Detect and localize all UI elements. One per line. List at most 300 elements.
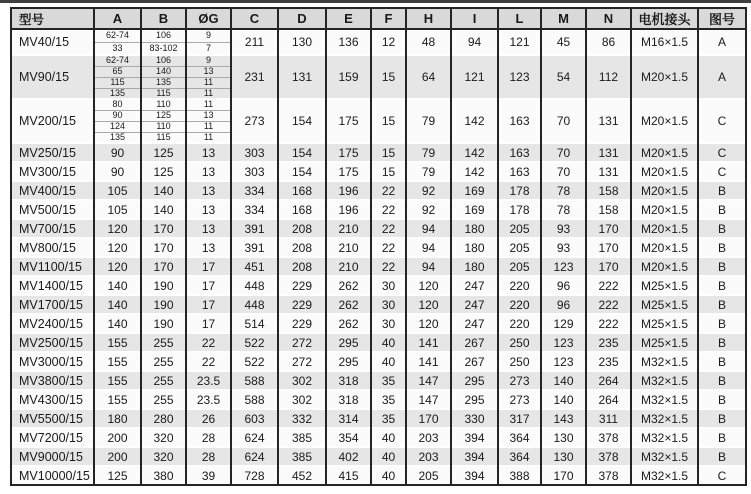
value-cell: 210 (326, 257, 371, 276)
sub-value-cell: 115 (94, 77, 141, 88)
table-row (11, 352, 746, 371)
value-cell: 522 (231, 352, 278, 371)
value-cell: 22 (371, 181, 406, 200)
value-cell: 378 (586, 466, 631, 485)
value-cell: 208 (278, 219, 326, 238)
value-cell: 120 (94, 257, 141, 276)
value-cell: 131 (586, 162, 631, 181)
value-cell: 318 (326, 390, 371, 409)
model-cell: MV400/15 (11, 181, 94, 200)
sub-value-cell: 83-102 (141, 42, 186, 55)
value-cell: 90 (94, 162, 141, 181)
value-cell: B (698, 390, 746, 409)
value-cell: 170 (141, 219, 186, 238)
value-cell: 78 (541, 200, 586, 219)
table-row (11, 295, 746, 314)
value-cell: 86 (586, 29, 631, 55)
value-cell: 105 (94, 200, 141, 219)
value-cell: 125 (141, 143, 186, 162)
sub-value-cell: 11 (186, 132, 231, 143)
value-cell: 394 (451, 447, 498, 466)
value-cell: 142 (451, 162, 498, 181)
value-cell: 229 (278, 276, 326, 295)
model-cell: MV4300/15 (11, 390, 94, 409)
value-cell: 54 (541, 55, 586, 99)
value-cell: M32×1.5 (631, 409, 698, 428)
model-cell: MV1700/15 (11, 295, 94, 314)
page-top-edge (0, 0, 751, 3)
value-cell: 205 (498, 238, 541, 257)
value-cell: 79 (406, 99, 451, 143)
value-cell: 93 (541, 219, 586, 238)
value-cell: B (698, 333, 746, 352)
value-cell: 136 (326, 29, 371, 55)
value-cell: B (698, 447, 746, 466)
value-cell: 94 (406, 238, 451, 257)
value-cell: 170 (586, 219, 631, 238)
model-cell: MV800/15 (11, 238, 94, 257)
value-cell: 140 (141, 200, 186, 219)
value-cell: 295 (451, 371, 498, 390)
value-cell: M25×1.5 (631, 295, 698, 314)
value-cell: 255 (141, 390, 186, 409)
value-cell: 302 (278, 390, 326, 409)
sub-value-cell: 115 (141, 132, 186, 143)
value-cell: 40 (371, 447, 406, 466)
value-cell: 295 (451, 390, 498, 409)
value-cell: 13 (186, 162, 231, 181)
value-cell: 264 (586, 390, 631, 409)
value-cell: 22 (371, 257, 406, 276)
model-cell: MV250/15 (11, 143, 94, 162)
table-row (11, 371, 746, 390)
value-cell: 30 (371, 276, 406, 295)
value-cell: M20×1.5 (631, 143, 698, 162)
value-cell: 175 (326, 162, 371, 181)
value-cell: 190 (141, 314, 186, 333)
value-cell: 229 (278, 314, 326, 333)
table-row (11, 143, 746, 162)
table-row (11, 257, 746, 276)
value-cell: 35 (371, 371, 406, 390)
value-cell: 147 (406, 371, 451, 390)
value-cell: 235 (586, 352, 631, 371)
table-body (11, 29, 746, 485)
value-cell: 170 (586, 238, 631, 257)
model-cell: MV300/15 (11, 162, 94, 181)
value-cell: 330 (451, 409, 498, 428)
value-cell: 141 (406, 352, 451, 371)
value-cell: 378 (586, 428, 631, 447)
value-cell: 154 (278, 162, 326, 181)
value-cell: 142 (451, 143, 498, 162)
value-cell: 17 (186, 314, 231, 333)
value-cell: 131 (586, 99, 631, 143)
value-cell: 78 (541, 181, 586, 200)
value-cell: 13 (186, 143, 231, 162)
value-cell: M20×1.5 (631, 238, 698, 257)
value-cell: B (698, 238, 746, 257)
value-cell: 514 (231, 314, 278, 333)
value-cell: 229 (278, 295, 326, 314)
sub-value-cell: 135 (94, 132, 141, 143)
value-cell: 39 (186, 466, 231, 485)
value-cell: B (698, 371, 746, 390)
value-cell: 272 (278, 352, 326, 371)
sub-value-cell: 115 (141, 88, 186, 99)
value-cell: 170 (406, 409, 451, 428)
value-cell: M32×1.5 (631, 371, 698, 390)
value-cell: M32×1.5 (631, 466, 698, 485)
value-cell: M32×1.5 (631, 447, 698, 466)
sub-value-cell: 13 (186, 110, 231, 121)
value-cell: 203 (406, 447, 451, 466)
value-cell: B (698, 409, 746, 428)
value-cell: 123 (541, 257, 586, 276)
value-cell: 22 (186, 333, 231, 352)
table-row (11, 390, 746, 409)
value-cell: 17 (186, 276, 231, 295)
value-cell: M25×1.5 (631, 276, 698, 295)
value-cell: B (698, 257, 746, 276)
value-cell: 190 (141, 276, 186, 295)
value-cell: M25×1.5 (631, 333, 698, 352)
value-cell: B (698, 181, 746, 200)
value-cell: C (698, 99, 746, 143)
value-cell: 12 (371, 29, 406, 55)
value-cell: 140 (94, 276, 141, 295)
value-cell: 205 (406, 466, 451, 485)
sub-value-cell: 135 (141, 77, 186, 88)
sub-value-cell: 110 (141, 121, 186, 132)
value-cell: 267 (451, 352, 498, 371)
sub-value-cell: 106 (141, 29, 186, 42)
table-row (11, 55, 746, 66)
sub-value-cell: 9 (186, 29, 231, 42)
value-cell: 169 (451, 181, 498, 200)
value-cell: 391 (231, 219, 278, 238)
value-cell: 222 (586, 295, 631, 314)
value-cell: 222 (586, 276, 631, 295)
value-cell: 158 (586, 181, 631, 200)
sub-value-cell: 11 (186, 121, 231, 132)
value-cell: B (698, 200, 746, 219)
value-cell: 121 (451, 55, 498, 99)
value-cell: 35 (371, 409, 406, 428)
value-cell: 155 (94, 390, 141, 409)
value-cell: 378 (586, 447, 631, 466)
value-cell: 220 (498, 276, 541, 295)
value-cell: 112 (586, 55, 631, 99)
value-cell: 154 (278, 99, 326, 143)
model-cell: MV10000/15 (11, 466, 94, 485)
value-cell: 105 (94, 181, 141, 200)
column-header-motor-connector: 电机接头 (631, 8, 698, 29)
value-cell: 178 (498, 181, 541, 200)
value-cell: M20×1.5 (631, 55, 698, 99)
table-row (11, 181, 746, 200)
sub-value-cell: 90 (94, 110, 141, 121)
value-cell: 391 (231, 238, 278, 257)
model-cell: MV3800/15 (11, 371, 94, 390)
value-cell: 163 (498, 162, 541, 181)
value-cell: 26 (186, 409, 231, 428)
value-cell: 129 (541, 314, 586, 333)
table-row (11, 219, 746, 238)
table-row (11, 200, 746, 219)
value-cell: 64 (406, 55, 451, 99)
value-cell: 332 (278, 409, 326, 428)
value-cell: 155 (94, 371, 141, 390)
value-cell: 728 (231, 466, 278, 485)
value-cell: 125 (94, 466, 141, 485)
sub-value-cell: 106 (141, 55, 186, 66)
model-cell: MV90/15 (11, 55, 94, 99)
value-cell: M20×1.5 (631, 200, 698, 219)
value-cell: 158 (586, 200, 631, 219)
value-cell: 15 (371, 162, 406, 181)
value-cell: 334 (231, 200, 278, 219)
value-cell: 79 (406, 143, 451, 162)
value-cell: 45 (541, 29, 586, 55)
column-header-figure-number: 图号 (698, 8, 746, 29)
model-cell: MV9000/15 (11, 447, 94, 466)
sub-value-cell: 11 (186, 99, 231, 110)
value-cell: 247 (451, 276, 498, 295)
table-row (11, 29, 746, 42)
value-cell: 13 (186, 181, 231, 200)
value-cell: 448 (231, 276, 278, 295)
value-cell: 23.5 (186, 371, 231, 390)
value-cell: 123 (498, 55, 541, 99)
value-cell: 94 (451, 29, 498, 55)
value-cell: 22 (371, 200, 406, 219)
value-cell: 262 (326, 276, 371, 295)
value-cell: 17 (186, 295, 231, 314)
value-cell: 120 (406, 276, 451, 295)
value-cell: 17 (186, 257, 231, 276)
value-cell: 180 (451, 257, 498, 276)
value-cell: 624 (231, 447, 278, 466)
value-cell: 140 (141, 181, 186, 200)
model-cell: MV7200/15 (11, 428, 94, 447)
value-cell: 588 (231, 390, 278, 409)
value-cell: 170 (586, 257, 631, 276)
sub-value-cell: 11 (186, 77, 231, 88)
value-cell: 130 (278, 29, 326, 55)
value-cell: 385 (278, 447, 326, 466)
value-cell: 96 (541, 295, 586, 314)
value-cell: 210 (326, 219, 371, 238)
value-cell: 15 (371, 55, 406, 99)
column-header-l: L (498, 8, 541, 29)
value-cell: 30 (371, 314, 406, 333)
value-cell: 448 (231, 295, 278, 314)
value-cell: M20×1.5 (631, 257, 698, 276)
table-row (11, 162, 746, 181)
value-cell: 121 (498, 29, 541, 55)
value-cell: C (698, 466, 746, 485)
table-row (11, 428, 746, 447)
table-row (11, 409, 746, 428)
value-cell: 180 (451, 219, 498, 238)
column-header-b: B (141, 8, 186, 29)
value-cell: 200 (94, 447, 141, 466)
value-cell: 200 (94, 428, 141, 447)
value-cell: 170 (541, 466, 586, 485)
value-cell: 168 (278, 181, 326, 200)
table-row (11, 447, 746, 466)
value-cell: 280 (141, 409, 186, 428)
value-cell: 35 (371, 390, 406, 409)
model-cell: MV2400/15 (11, 314, 94, 333)
value-cell: M32×1.5 (631, 428, 698, 447)
value-cell: 210 (326, 238, 371, 257)
value-cell: 22 (371, 219, 406, 238)
value-cell: 262 (326, 295, 371, 314)
value-cell: 40 (371, 352, 406, 371)
column-header-model: 型号 (11, 8, 94, 29)
sub-value-cell: 62-74 (94, 55, 141, 66)
value-cell: 15 (371, 143, 406, 162)
column-header-c: C (231, 8, 278, 29)
value-cell: B (698, 352, 746, 371)
value-cell: 394 (451, 428, 498, 447)
value-cell: 140 (94, 314, 141, 333)
value-cell: 180 (94, 409, 141, 428)
column-header-d: D (278, 8, 326, 29)
value-cell: 13 (186, 238, 231, 257)
value-cell: 247 (451, 295, 498, 314)
column-header-h: H (406, 8, 451, 29)
value-cell: 141 (406, 333, 451, 352)
column-header-og: ØG (186, 8, 231, 29)
value-cell: 255 (141, 371, 186, 390)
value-cell: 247 (451, 314, 498, 333)
model-cell: MV2500/15 (11, 333, 94, 352)
value-cell: 303 (231, 143, 278, 162)
value-cell: 22 (186, 352, 231, 371)
value-cell: 94 (406, 219, 451, 238)
value-cell: 131 (278, 55, 326, 99)
value-cell: 205 (498, 257, 541, 276)
value-cell: 154 (278, 143, 326, 162)
value-cell: 120 (94, 238, 141, 257)
value-cell: 143 (541, 409, 586, 428)
value-cell: 70 (541, 162, 586, 181)
value-cell: 28 (186, 447, 231, 466)
model-cell: MV40/15 (11, 29, 94, 55)
value-cell: 388 (498, 466, 541, 485)
value-cell: 70 (541, 99, 586, 143)
table-row (11, 276, 746, 295)
value-cell: 163 (498, 143, 541, 162)
value-cell: M20×1.5 (631, 219, 698, 238)
value-cell: 168 (278, 200, 326, 219)
value-cell: 190 (141, 295, 186, 314)
sub-value-cell: 62-74 (94, 29, 141, 42)
value-cell: 23.5 (186, 390, 231, 409)
value-cell: 205 (498, 219, 541, 238)
value-cell: 120 (94, 219, 141, 238)
value-cell: 93 (541, 238, 586, 257)
sub-value-cell: 11 (186, 88, 231, 99)
value-cell: 231 (231, 55, 278, 99)
model-cell: MV1400/15 (11, 276, 94, 295)
value-cell: 79 (406, 162, 451, 181)
model-cell: MV500/15 (11, 200, 94, 219)
value-cell: 220 (498, 295, 541, 314)
table-row (11, 333, 746, 352)
value-cell: 320 (141, 428, 186, 447)
column-header-i: I (451, 8, 498, 29)
value-cell: 334 (231, 181, 278, 200)
value-cell: 364 (498, 447, 541, 466)
column-header-a: A (94, 8, 141, 29)
value-cell: 302 (278, 371, 326, 390)
value-cell: 235 (586, 333, 631, 352)
value-cell: 48 (406, 29, 451, 55)
value-cell: 588 (231, 371, 278, 390)
value-cell: 40 (371, 466, 406, 485)
value-cell: 295 (326, 352, 371, 371)
model-cell: MV3000/15 (11, 352, 94, 371)
value-cell: 155 (94, 352, 141, 371)
dimension-table-container (10, 7, 745, 486)
value-cell: 22 (371, 238, 406, 257)
sub-value-cell: 9 (186, 55, 231, 66)
value-cell: 70 (541, 143, 586, 162)
value-cell: 169 (451, 200, 498, 219)
value-cell: 624 (231, 428, 278, 447)
value-cell: 163 (498, 99, 541, 143)
table-row (11, 238, 746, 257)
value-cell: 250 (498, 333, 541, 352)
value-cell: 130 (541, 447, 586, 466)
value-cell: 96 (541, 276, 586, 295)
value-cell: M25×1.5 (631, 314, 698, 333)
column-header-f: F (371, 8, 406, 29)
column-header-e: E (326, 8, 371, 29)
value-cell: 147 (406, 390, 451, 409)
value-cell: A (698, 55, 746, 99)
value-cell: 131 (586, 143, 631, 162)
model-cell: MV5500/15 (11, 409, 94, 428)
value-cell: 264 (586, 371, 631, 390)
table-row (11, 314, 746, 333)
value-cell: 175 (326, 99, 371, 143)
value-cell: 130 (541, 428, 586, 447)
value-cell: 303 (231, 162, 278, 181)
value-cell: 208 (278, 257, 326, 276)
value-cell: 13 (186, 219, 231, 238)
value-cell: 255 (141, 333, 186, 352)
value-cell: 175 (326, 143, 371, 162)
value-cell: 40 (371, 428, 406, 447)
value-cell: 170 (141, 238, 186, 257)
value-cell: 155 (94, 333, 141, 352)
table-row (11, 466, 746, 485)
sub-value-cell: 7 (186, 42, 231, 55)
value-cell: 385 (278, 428, 326, 447)
value-cell: B (698, 276, 746, 295)
value-cell: 267 (451, 333, 498, 352)
value-cell: 402 (326, 447, 371, 466)
value-cell: 255 (141, 352, 186, 371)
value-cell: 13 (186, 200, 231, 219)
value-cell: B (698, 428, 746, 447)
value-cell: 142 (451, 99, 498, 143)
